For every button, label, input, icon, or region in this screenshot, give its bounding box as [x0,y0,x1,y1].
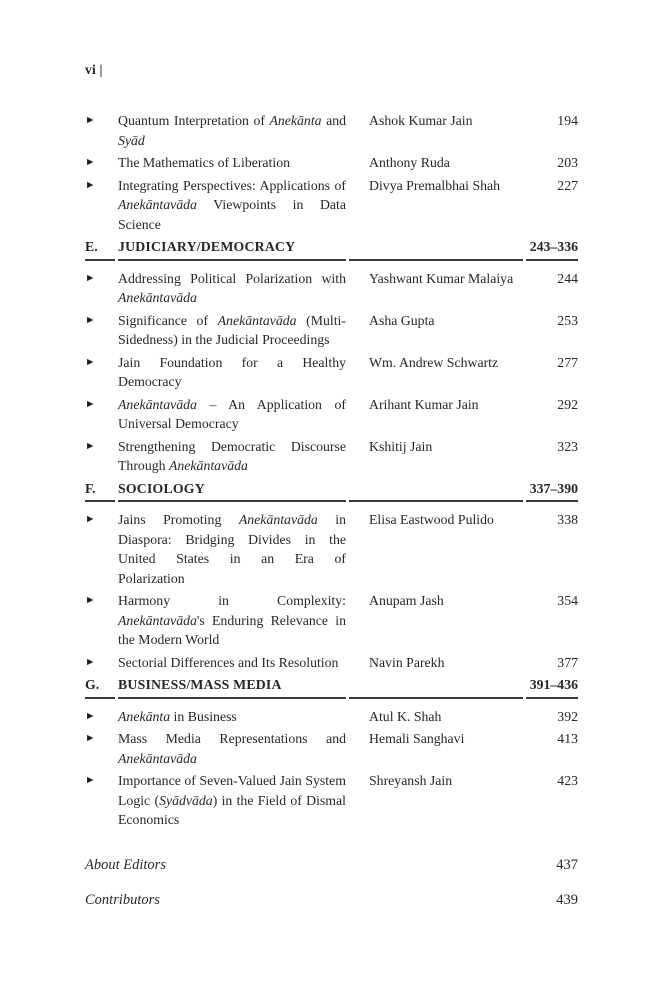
section-author-spacer [349,675,523,699]
backmatter-item [85,855,578,875]
toc-entry [85,353,578,392]
entry-page-number: 244 [557,270,578,286]
backmatter [85,855,578,910]
section-letter: E. [85,237,115,261]
section-letter: G. [85,675,115,699]
toc-entry [85,510,578,588]
entry-author: Hemali Sanghavi [369,731,465,746]
section-heading: JUDICIARY/DEMOCRACY [118,237,346,261]
toc-entry [85,591,578,650]
folio-label: vi | [85,62,103,77]
triangle-bullet-icon: ► [85,314,96,326]
section-page-range: 243–336 [526,237,578,261]
entry-author: Wm. Andrew Schwartz [369,354,499,370]
section-page-range: 391–436 [526,675,578,699]
entry-page-number: 253 [557,312,578,328]
section-author-spacer [349,479,523,503]
entry-page-number: 377 [557,654,578,670]
triangle-bullet-icon: ► [85,272,96,284]
entry-title: Integrating Perspectives: Applications of Anekāntavāda Viewpoints in Data Science [118,177,346,232]
entry-author: Anthony Ruda [369,155,450,170]
toc-entry [85,707,578,727]
entry-title: Addressing Political Polarization with Anekāntavāda [118,270,346,305]
section-letter: F. [85,479,115,503]
toc-entry [85,176,578,235]
entry-author: Asha Gupta [369,312,435,328]
entry-author: Anupam Jash [369,593,444,608]
toc-entry [85,653,578,673]
entry-page-number: 338 [557,512,578,527]
page-sheet [85,62,578,910]
toc-section-header [85,479,578,503]
backmatter-page-number: 439 [556,891,578,908]
backmatter-item [85,890,578,910]
toc-section-header [85,675,578,699]
entry-author: Navin Parekh [369,654,445,670]
entry-title: Anekāntavāda – An Application of Universal Democracy [118,396,346,431]
entry-title: Mass Media Representations and Anekāntavāda [118,731,346,766]
entry-page-number: 292 [557,396,578,412]
entry-page-number: 203 [557,155,578,170]
triangle-bullet-icon: ► [85,595,96,606]
section-page-range: 337–390 [526,479,578,503]
toc-section-header [85,237,578,261]
triangle-bullet-icon: ► [85,775,96,786]
toc-entry [85,153,578,173]
entry-title: Anekānta in Business [118,708,237,724]
entry-author: Arihant Kumar Jain [369,396,479,412]
entry-page-number: 194 [557,113,578,128]
toc-list [85,111,578,830]
toc-entry [85,395,578,434]
toc-entry [85,437,578,476]
section-heading: BUSINESS/MASS MEDIA [118,675,346,699]
entry-author: Yashwant Kumar Malaiya [369,270,514,286]
entry-title: Sectorial Differences and Its Resolution [118,654,339,670]
triangle-bullet-icon: ► [85,733,96,744]
entry-title: The Mathematics of Liberation [118,155,291,170]
triangle-bullet-icon: ► [85,656,96,668]
entry-author: Elisa Eastwood Pulido [369,512,494,527]
entry-author: Divya Premalbhai Shah [369,177,501,193]
entry-author: Ashok Kumar Jain [369,113,473,128]
entry-title: Strengthening Democratic Discourse Through Anekāntavāda [118,438,346,473]
toc-entry [85,729,578,768]
entry-page-number: 227 [557,177,578,193]
triangle-bullet-icon: ► [85,179,96,191]
entry-page-number: 392 [557,708,578,724]
entry-title: Harmony in Complexity: Anekāntavāda's Enduring Relevance in the Modern World [118,593,346,647]
section-author-spacer [349,237,523,261]
entry-author: Shreyansh Jain [369,773,453,788]
entry-page-number: 423 [557,773,578,788]
triangle-bullet-icon: ► [85,115,96,126]
entry-title: Jains Promoting Anekāntavāda in Diaspora: Bridging Divides in the United States in an Era of Polarization [118,512,346,586]
toc-entry [85,269,578,308]
backmatter-title: About Editors [85,856,166,873]
section-heading: SOCIOLOGY [118,479,346,503]
triangle-bullet-icon: ► [85,440,96,452]
entry-page-number: 323 [557,438,578,454]
backmatter-page-number: 437 [556,856,578,873]
triangle-bullet-icon: ► [85,356,96,368]
triangle-bullet-icon: ► [85,710,96,722]
entry-author: Kshitij Jain [369,438,433,454]
backmatter-title: Contributors [85,891,160,908]
entry-page-number: 277 [557,354,578,370]
entry-title: Significance of Anekāntavāda (Multi-Sidedness) in the Judicial Proceedings [118,312,346,347]
entry-title: Quantum Interpretation of Anekānta and Syād [118,113,346,148]
triangle-bullet-icon: ► [85,398,96,410]
triangle-bullet-icon: ► [85,514,96,525]
toc-entry [85,771,578,830]
toc-entry [85,111,578,150]
entry-title: Importance of Seven-Valued Jain System Logic (Syādvāda) in the Field of Dismal Economics [118,773,346,827]
entry-page-number: 413 [557,731,578,746]
entry-author: Atul K. Shah [369,708,442,724]
toc-entry [85,311,578,350]
entry-page-number: 354 [557,593,578,608]
triangle-bullet-icon: ► [85,157,96,168]
entry-title: Jain Foundation for a Healthy Democracy [118,354,346,389]
